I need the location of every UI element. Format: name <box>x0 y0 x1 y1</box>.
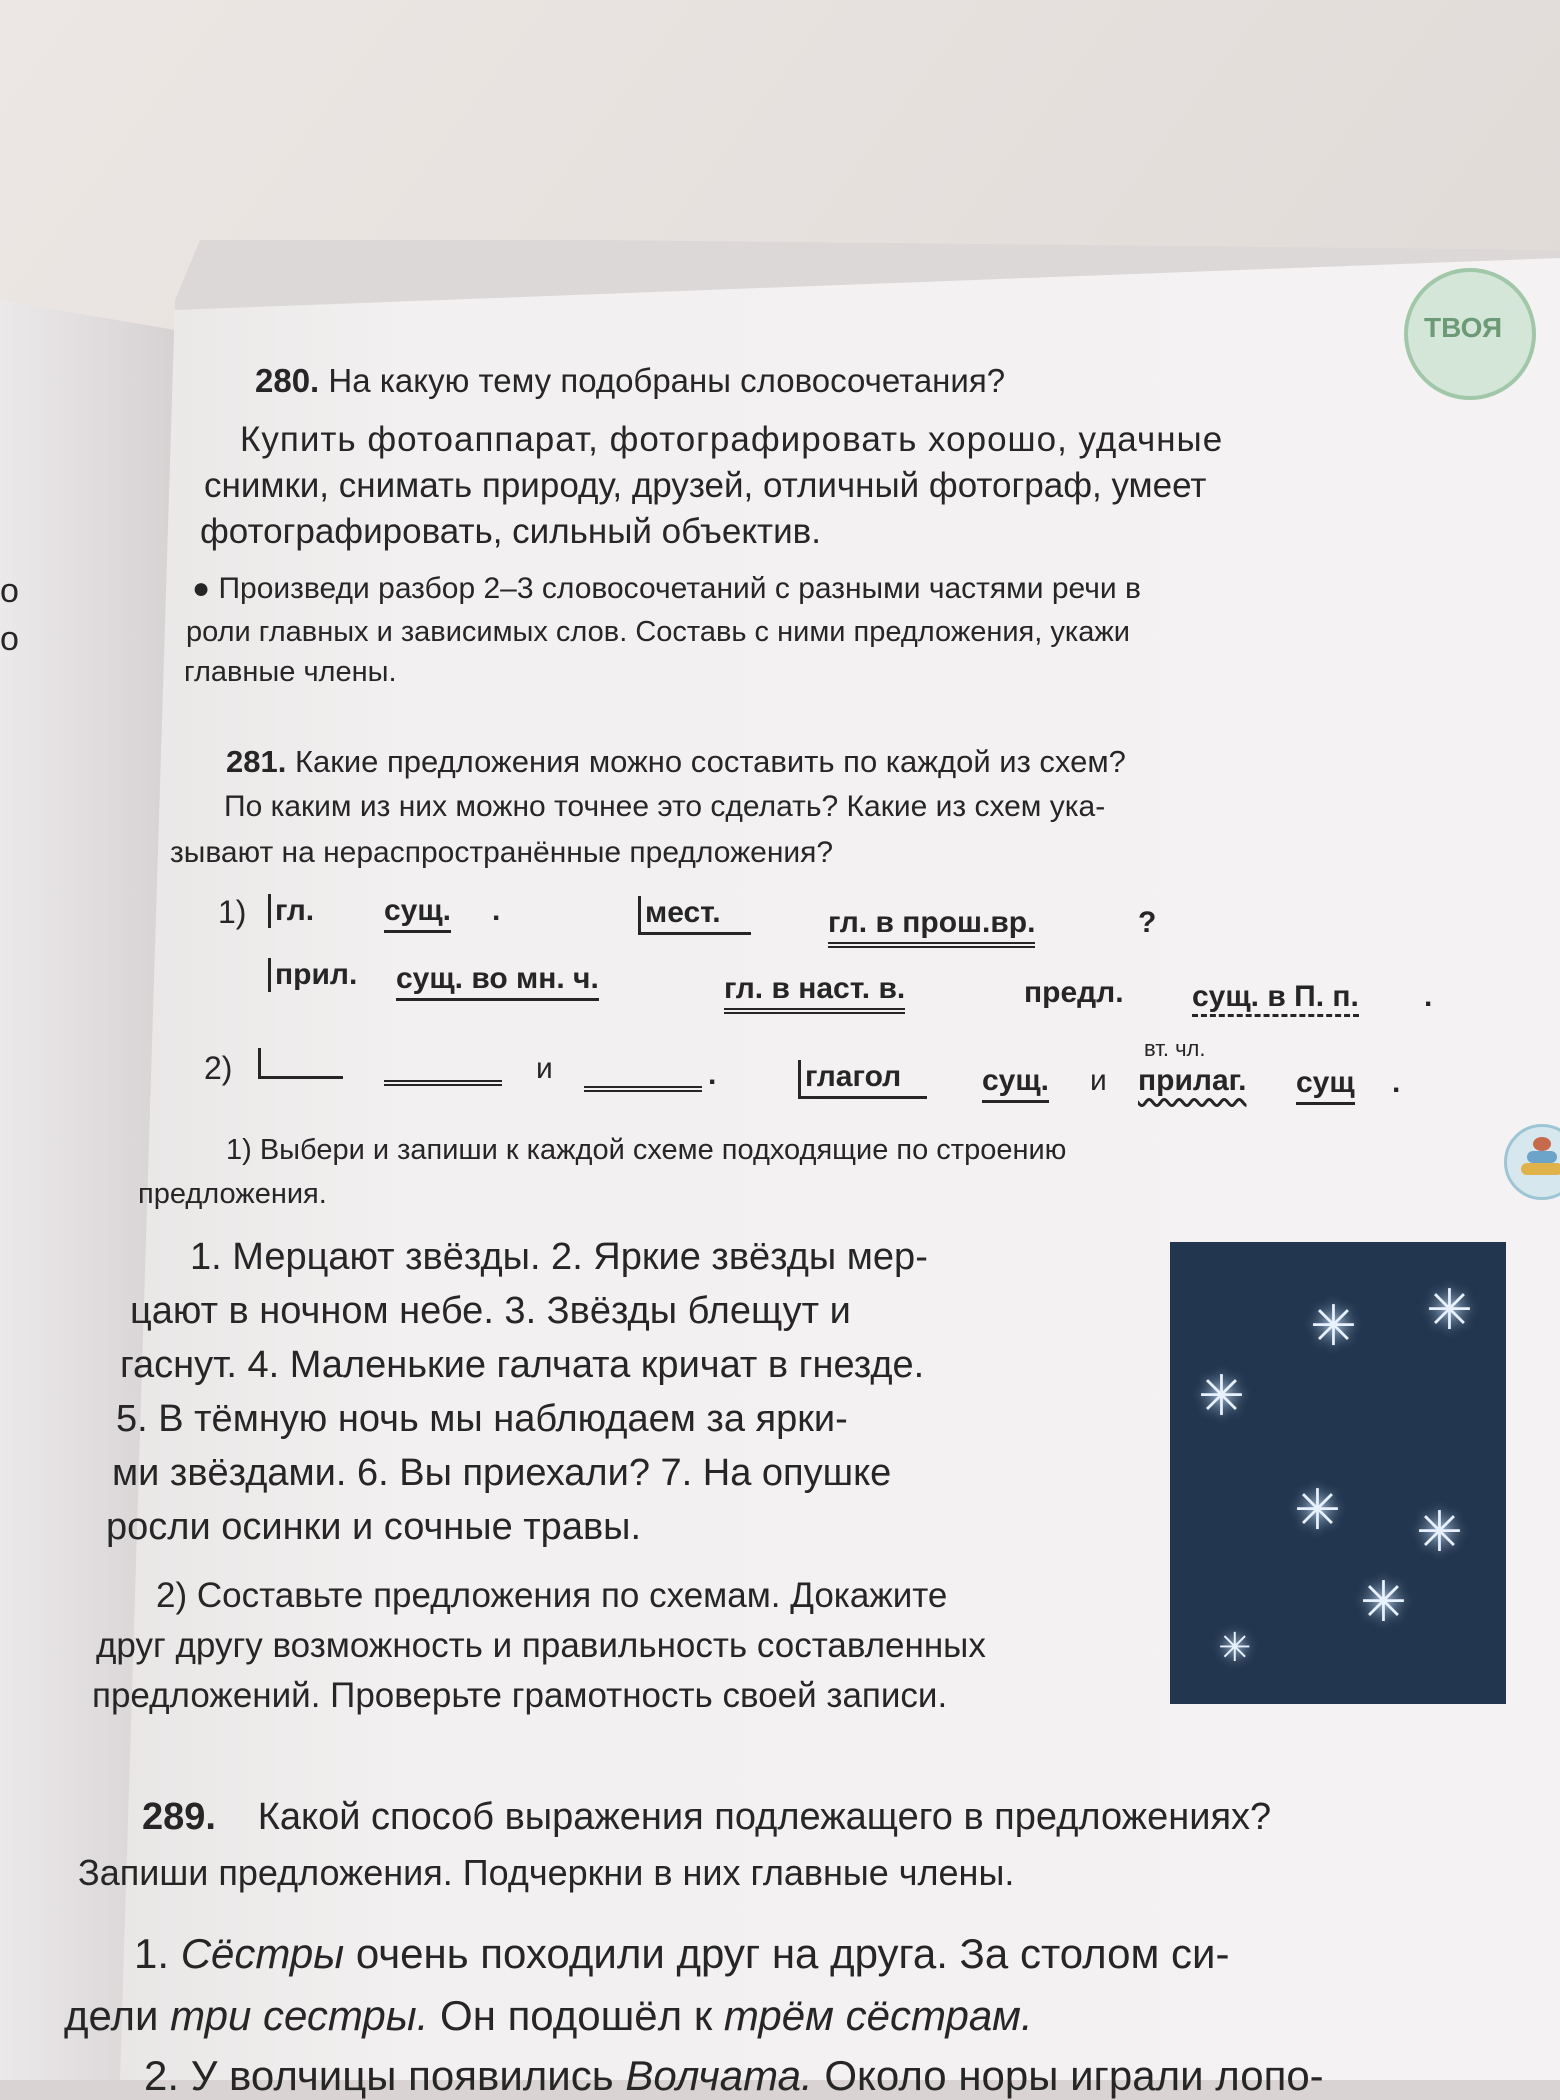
sentence-line: гаснут. 4. Маленькие галчата кричат в гнезде. <box>120 1344 925 1386</box>
schema-blank-predicate <box>258 1048 343 1087</box>
task-line: Произведи разбор 2–3 словосочетаний с разными частями речи в <box>218 572 1141 605</box>
exercise-289-sentence <box>64 1992 1033 2040</box>
schema-predicate: гл. <box>268 894 314 928</box>
exercise-280-task <box>192 572 1141 606</box>
schema-verb-present: гл. в наст. в. <box>724 972 905 1014</box>
schema-and: и <box>536 1052 553 1085</box>
schema-2-number: 2) <box>204 1050 233 1086</box>
schema-punct: . <box>1392 1066 1401 1099</box>
sentence-text: очень походили друг на друга. За столом си- <box>355 1930 1230 1977</box>
exercise-number: 289. <box>142 1796 216 1838</box>
task-1-line: 1) Выбери и запиши к каждой схеме подходящие по строению <box>226 1134 1067 1166</box>
schema-adjective-2: прилаг. <box>1138 1064 1247 1097</box>
task-2-line: друг другу возможность и правильность составленных <box>96 1626 986 1665</box>
star-icon: ✳ <box>1218 1626 1252 1670</box>
schema-subject-plural: сущ. во мн. ч. <box>396 962 599 1001</box>
exercise-289-sentence <box>144 2052 1324 2100</box>
schema-verb-past: гл. в прош.вр. <box>828 906 1035 948</box>
schema-subject: сущ. <box>384 894 451 933</box>
italic-word: трём сёстрам. <box>723 1992 1033 2039</box>
left-page-mark: o <box>0 572 19 610</box>
sentence-text: Около норы играли лопо- <box>824 2052 1324 2099</box>
star-icon: ✳ <box>1294 1478 1341 1541</box>
exercise-280-line: Купить фотоаппарат, фотографировать хорошо, удачные <box>240 420 1224 459</box>
schema-blank-subject-2 <box>584 1058 702 1100</box>
sentence-line: цают в ночном небе. 3. Звёзды блещут и <box>130 1290 851 1332</box>
exercise-number: 281. <box>226 744 287 779</box>
exercise-280-header <box>255 362 1005 400</box>
exercise-289-line: Запиши предложения. Подчеркни в них главные члены. <box>78 1852 1015 1893</box>
schema-blank-subject <box>384 1052 502 1094</box>
schema-adjective: прил. <box>268 958 357 992</box>
sentence-text: дели <box>64 1992 159 2039</box>
star-icon: ✳ <box>1416 1500 1463 1563</box>
schema-1-number: 1) <box>218 894 247 930</box>
exercise-280-line: снимки, снимать природу, друзей, отличный фотограф, умеет <box>204 466 1207 505</box>
exercise-question: Какие предложения можно составить по каждой из схем? <box>294 744 1126 779</box>
exercise-281-line: По каким из них можно точнее это сделать? Какие из схем ука- <box>224 790 1106 823</box>
star-icon: ✳ <box>1198 1364 1245 1427</box>
star-icon: ✳ <box>1310 1294 1357 1357</box>
task-2-line: предложений. Проверьте грамотность своей записи. <box>92 1676 948 1715</box>
schema-note: вт. чл. <box>1144 1036 1206 1061</box>
task-2-line: 2) Составьте предложения по схемам. Докажите <box>156 1576 948 1615</box>
bullet-icon: ● <box>192 572 211 605</box>
exercise-question: На какую тему подобраны словосочетания? <box>328 362 1006 399</box>
exercise-question: Какой способ выражения подлежащего в предложениях? <box>257 1796 1272 1838</box>
exercise-number: 280. <box>255 362 320 399</box>
schema-and: и <box>1090 1064 1107 1097</box>
sentence-number: 1. <box>134 1930 170 1977</box>
schema-punct: . <box>708 1058 717 1091</box>
sentence-line: 5. В тёмную ночь мы наблюдаем за ярки- <box>116 1398 848 1440</box>
exercise-281-header <box>226 744 1126 780</box>
schema-punct: . <box>492 894 501 927</box>
exercise-280-task-line: главные члены. <box>184 656 397 688</box>
task-1-line: предложения. <box>138 1178 327 1210</box>
schema-noun-2: сущ <box>1296 1066 1355 1105</box>
exercise-289-sentence <box>134 1930 1229 1978</box>
schema-pronoun: мест. <box>638 896 751 935</box>
pyramid-toy-icon <box>1504 1124 1560 1200</box>
schema-punct: . <box>1424 980 1433 1013</box>
schema-noun: сущ. <box>982 1064 1049 1103</box>
schema-preposition: предл. <box>1024 976 1124 1009</box>
sentence-text: 2. У волчицы появились <box>144 2052 614 2099</box>
sentence-line: 1. Мерцают звёзды. 2. Яркие звёзды мер- <box>190 1236 928 1278</box>
star-icon: ✳ <box>1426 1278 1473 1341</box>
star-icon: ✳ <box>1360 1570 1407 1633</box>
italic-word: три сестры. <box>170 1992 429 2039</box>
sentence-text: Он подошёл к <box>440 1992 713 2039</box>
night-sky-image <box>1170 1242 1506 1704</box>
badge-text: ТВОЯ <box>1424 312 1503 343</box>
sentence-line: ми звёздами. 6. Вы приехали? 7. На опушке <box>112 1452 892 1494</box>
exercise-280-line: фотографировать, сильный объектив. <box>200 512 821 551</box>
schema-verb: глагол <box>798 1060 927 1099</box>
tvoya-badge <box>1404 268 1536 400</box>
exercise-280-task-line: роли главных и зависимых слов. Составь с ними предложения, укажи <box>186 616 1130 648</box>
left-page-mark: o <box>0 620 19 658</box>
italic-word: Сёстры <box>180 1930 345 1977</box>
schema-noun-prep: сущ. в П. п. <box>1192 980 1359 1017</box>
italic-word: Волчата. <box>625 2052 813 2099</box>
exercise-289-header <box>142 1796 1271 1839</box>
exercise-281-line: зывают на нераспространённые предложения? <box>170 836 834 869</box>
sentence-line: росли осинки и сочные травы. <box>106 1506 642 1548</box>
schema-punct: ? <box>1138 906 1157 939</box>
